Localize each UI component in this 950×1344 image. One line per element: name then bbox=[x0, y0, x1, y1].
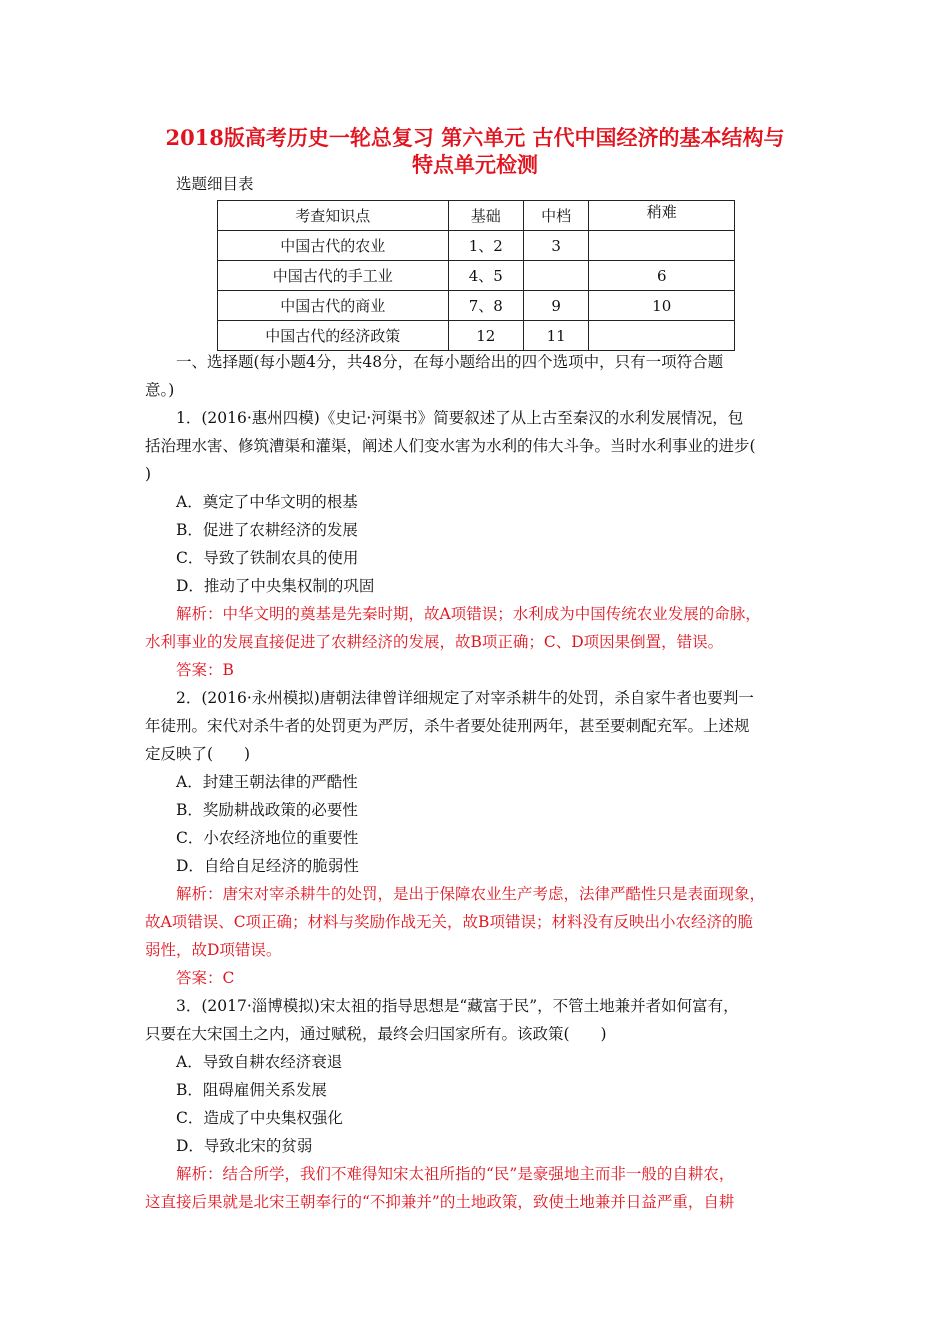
q1-explanation: 解析：中华文明的奠基是先秦时期，故A项错误；水利成为中国传统农业发展的命脉， bbox=[176, 605, 761, 623]
q2-option-b: B．奖励耕战政策的必要性 bbox=[176, 801, 358, 819]
table-cell: 4、5 bbox=[448, 261, 523, 291]
table-row bbox=[218, 231, 735, 261]
q2-explanation-cont: 故A项错误、C项正确；材料与奖励作战无关，故B项错误；材料没有反映出小农经济的脆 bbox=[145, 913, 753, 931]
q1-stem-cont: ) bbox=[145, 465, 152, 483]
q1-stem-cont: 括治理水害、修筑漕渠和灌渠，阐述人们变水害为水利的伟大斗争。当时水利事业的进步( bbox=[145, 437, 756, 455]
table-cell: 中国古代的商业 bbox=[218, 291, 449, 321]
table-cell bbox=[589, 231, 735, 261]
document-title bbox=[120, 124, 830, 178]
table-caption: 选题细目表 bbox=[176, 175, 254, 193]
q1-option-b: B．促进了农耕经济的发展 bbox=[176, 521, 358, 539]
q3-option-a: A．导致自耕农经济衰退 bbox=[176, 1053, 343, 1071]
q2-explanation-cont: 弱性，故D项错误。 bbox=[145, 941, 282, 959]
q1-option-d: D．推动了中央集权制的巩固 bbox=[176, 577, 375, 595]
q2-answer: 答案：C bbox=[176, 969, 235, 987]
q3-stem-cont: 只要在大宋国土之内，通过赋税，最终会归国家所有。该政策( ) bbox=[145, 1025, 607, 1043]
table-cell: 中国古代的农业 bbox=[218, 231, 449, 261]
q1-answer: 答案：B bbox=[176, 661, 234, 679]
q2-stem-cont: 年徒刑。宋代对杀牛者的处罚更为严厉，杀牛者要处徒刑两年，甚至要刺配充军。上述规 bbox=[145, 717, 750, 735]
q2-stem-cont: 定反映了( ) bbox=[145, 745, 251, 763]
q1-explanation-cont: 水利事业的发展直接促进了农耕经济的发展，故B项正确；C、D项因果倒置，错误。 bbox=[145, 633, 724, 651]
table-row bbox=[218, 261, 735, 291]
q1-option-c: C．导致了铁制农具的使用 bbox=[176, 549, 359, 567]
section-heading: 一、选择题(每小题4分，共48分，在每小题给出的四个选项中，只有一项符合题 bbox=[176, 353, 724, 371]
q2-option-c: C．小农经济地位的重要性 bbox=[176, 829, 359, 847]
table-cell bbox=[589, 321, 735, 351]
table-cell: 中国古代的手工业 bbox=[218, 261, 449, 291]
table-cell: 3 bbox=[523, 231, 588, 261]
q3-explanation-cont: 这直接后果就是北宋王朝奉行的“不抑兼并”的土地政策，致使土地兼并日益严重，自耕 bbox=[145, 1193, 735, 1211]
table-row bbox=[218, 321, 735, 351]
table-header-cell: 稍难 bbox=[589, 201, 735, 231]
table-cell bbox=[523, 261, 588, 291]
table-cell: 6 bbox=[589, 261, 735, 291]
section-heading-cont: 意。) bbox=[145, 381, 175, 399]
table-cell: 1、2 bbox=[448, 231, 523, 261]
table-cell: 11 bbox=[523, 321, 588, 351]
q3-option-b: B．阻碍雇佣关系发展 bbox=[176, 1081, 327, 1099]
q3-option-c: C．造成了中央集权强化 bbox=[176, 1109, 343, 1127]
q2-stem: 2．(2016·永州模拟)唐朝法律曾详细规定了对宰杀耕牛的处罚，杀自家牛者也要判一 bbox=[176, 689, 754, 707]
q1-option-a: A．奠定了中华文明的根基 bbox=[176, 493, 358, 511]
q3-stem: 3．(2017·淄博模拟)宋太祖的指导思想是“藏富于民”，不管土地兼并者如何富有， bbox=[176, 997, 739, 1015]
title-line-2: 特点单元检测 bbox=[412, 152, 538, 177]
table-cell: 7、8 bbox=[448, 291, 523, 321]
table-cell: 中国古代的经济政策 bbox=[218, 321, 449, 351]
topic-table bbox=[217, 200, 735, 351]
table-header-cell: 基础 bbox=[448, 201, 523, 231]
table-row bbox=[218, 291, 735, 321]
table-header-cell: 中档 bbox=[523, 201, 588, 231]
title-line-1: 2018版高考历史一轮总复习 第六单元 古代中国经济的基本结构与 bbox=[165, 125, 785, 150]
q1-stem: 1．(2016·惠州四模)《史记·河渠书》简要叙述了从上古至秦汉的水利发展情况，包 bbox=[176, 409, 744, 427]
q2-option-a: A．封建王朝法律的严酷性 bbox=[176, 773, 358, 791]
table-header-cell: 考查知识点 bbox=[218, 201, 449, 231]
table-cell: 9 bbox=[523, 291, 588, 321]
table-cell: 12 bbox=[448, 321, 523, 351]
table-cell: 10 bbox=[589, 291, 735, 321]
q2-option-d: D．自给自足经济的脆弱性 bbox=[176, 857, 359, 875]
q3-option-d: D．导致北宋的贫弱 bbox=[176, 1137, 313, 1155]
q2-explanation: 解析：唐宋对宰杀耕牛的处罚，是出于保障农业生产考虑，法律严酷性只是表面现象， bbox=[176, 885, 766, 903]
table-header-row bbox=[218, 201, 735, 231]
q3-explanation: 解析：结合所学，我们不难得知宋太祖所指的“民”是豪强地主而非一般的自耕农， bbox=[176, 1165, 735, 1183]
